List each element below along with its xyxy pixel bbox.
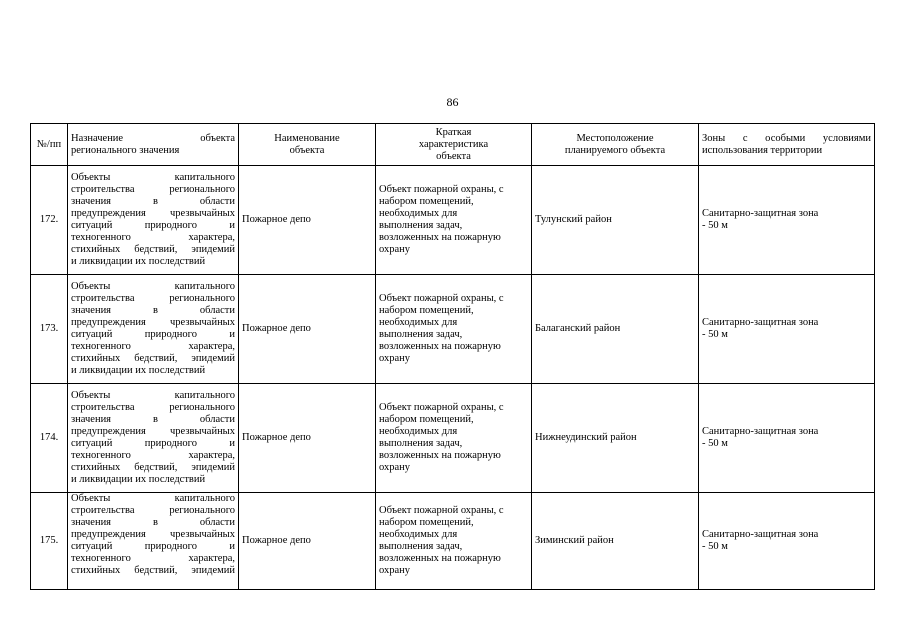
row-zone-line: Санитарно-защитная зона bbox=[702, 426, 819, 437]
row-purpose-line: предупреждения чрезвычайных bbox=[71, 529, 235, 540]
row-number: 174. bbox=[31, 384, 68, 493]
row-purpose-line: значения в области bbox=[71, 414, 235, 425]
row-zone-line: Санитарно-защитная зона bbox=[702, 529, 819, 540]
table-header-row bbox=[31, 124, 875, 166]
row-characteristic-line: возложенных на пожарную bbox=[379, 341, 501, 352]
row-zone bbox=[699, 493, 875, 590]
header-characteristic-line: характеристика bbox=[418, 138, 489, 150]
row-object-name: Пожарное депо bbox=[239, 166, 376, 275]
header-name-line: Наименование bbox=[274, 132, 340, 144]
row-characteristic-line: необходимых для bbox=[379, 317, 458, 328]
row-purpose-line: Объекты капитального bbox=[71, 172, 235, 183]
row-characteristic-line: охрану bbox=[379, 353, 411, 364]
header-name bbox=[239, 124, 376, 166]
header-purpose bbox=[68, 124, 239, 166]
row-zone-line: Санитарно-защитная зона bbox=[702, 208, 819, 219]
row-purpose-line: и ликвидации их последствий bbox=[71, 474, 206, 485]
row-zone bbox=[699, 384, 875, 493]
row-zone bbox=[699, 166, 875, 275]
row-purpose-line: и ликвидации их последствий bbox=[71, 256, 206, 267]
row-zone-line: - 50 м bbox=[702, 329, 728, 340]
row-purpose-line: предупреждения чрезвычайных bbox=[71, 426, 235, 437]
row-characteristic-line: набором помещений, bbox=[379, 414, 474, 425]
row-number: 173. bbox=[31, 275, 68, 384]
row-purpose-line: стихийных бедствий, эпидемий bbox=[71, 353, 235, 364]
row-purpose-line: значения в области bbox=[71, 305, 235, 316]
row-number: 172. bbox=[31, 166, 68, 275]
row-purpose bbox=[68, 493, 239, 590]
header-location-line: Местоположение bbox=[576, 132, 654, 144]
table-row bbox=[31, 275, 875, 384]
header-zones bbox=[699, 124, 875, 166]
row-characteristic bbox=[376, 384, 532, 493]
row-characteristic-line: набором помещений, bbox=[379, 196, 474, 207]
row-purpose-line: техногенного характера, bbox=[71, 341, 235, 352]
header-purpose-line: регионального значения bbox=[71, 144, 180, 156]
row-characteristic-line: необходимых для bbox=[379, 529, 458, 540]
row-characteristic bbox=[376, 166, 532, 275]
row-purpose-line: техногенного характера, bbox=[71, 232, 235, 243]
row-characteristic-line: необходимых для bbox=[379, 426, 458, 437]
header-zones-line: Зоны с особыми условиями bbox=[702, 132, 871, 144]
row-characteristic-line: выполнения задач, bbox=[379, 329, 463, 340]
row-location: Нижнеудинский район bbox=[532, 384, 699, 493]
row-characteristic-line: выполнения задач, bbox=[379, 438, 463, 449]
row-purpose-line: строительства регионального bbox=[71, 293, 235, 304]
row-purpose-line: стихийных бедствий, эпидемий bbox=[71, 244, 235, 255]
row-characteristic-line: возложенных на пожарную bbox=[379, 450, 501, 461]
row-zone-line: Санитарно-защитная зона bbox=[702, 317, 819, 328]
row-characteristic-line: охрану bbox=[379, 244, 411, 255]
row-zone bbox=[699, 275, 875, 384]
table-row bbox=[31, 384, 875, 493]
header-purpose-line: Назначение объекта bbox=[71, 132, 235, 144]
row-zone-line: - 50 м bbox=[702, 438, 728, 449]
row-object-name: Пожарное депо bbox=[239, 493, 376, 590]
row-purpose-line: предупреждения чрезвычайных bbox=[71, 208, 235, 219]
row-purpose-line: строительства регионального bbox=[71, 184, 235, 195]
header-characteristic-line: объекта bbox=[436, 150, 471, 162]
row-location: Зиминский район bbox=[532, 493, 699, 590]
header-zones-line: использования территории bbox=[702, 144, 823, 156]
row-location: Тулунский район bbox=[532, 166, 699, 275]
row-characteristic-line: охрану bbox=[379, 565, 411, 576]
row-characteristic-line: набором помещений, bbox=[379, 517, 474, 528]
row-characteristic-line: возложенных на пожарную bbox=[379, 553, 501, 564]
row-number: 175. bbox=[31, 493, 68, 590]
row-characteristic bbox=[376, 275, 532, 384]
row-characteristic-line: набором помещений, bbox=[379, 305, 474, 316]
row-purpose-line: стихийных бедствий, эпидемий bbox=[71, 462, 235, 473]
row-purpose-line: техногенного характера, bbox=[71, 450, 235, 461]
row-characteristic-line: возложенных на пожарную bbox=[379, 232, 501, 243]
row-object-name: Пожарное депо bbox=[239, 384, 376, 493]
page-number: 86 bbox=[446, 95, 459, 109]
row-purpose-line: ситуаций природного и bbox=[71, 438, 235, 449]
row-object-name: Пожарное депо bbox=[239, 275, 376, 384]
row-characteristic-line: Объект пожарной охраны, с bbox=[379, 402, 504, 413]
row-zone-line: - 50 м bbox=[702, 220, 728, 231]
row-purpose-line: техногенного характера, bbox=[71, 553, 235, 564]
header-characteristic-line: Краткая bbox=[435, 126, 472, 138]
row-purpose bbox=[68, 275, 239, 384]
row-purpose-line: Объекты капитального bbox=[71, 390, 235, 401]
header-location bbox=[532, 124, 699, 166]
row-purpose-line: Объекты капитального bbox=[71, 281, 235, 292]
row-purpose-line: значения в области bbox=[71, 517, 235, 528]
row-characteristic-line: выполнения задач, bbox=[379, 541, 463, 552]
header-number: №/пп bbox=[31, 124, 68, 166]
row-characteristic bbox=[376, 493, 532, 590]
objects-table bbox=[30, 123, 875, 590]
row-purpose-line: Объекты капитального bbox=[71, 493, 235, 504]
row-characteristic-line: Объект пожарной охраны, с bbox=[379, 293, 504, 304]
table-body bbox=[31, 166, 875, 590]
table-row bbox=[31, 493, 875, 590]
row-purpose-line: стихийных бедствий, эпидемий bbox=[71, 565, 235, 576]
row-purpose-line: строительства регионального bbox=[71, 402, 235, 413]
row-purpose-line: ситуаций природного и bbox=[71, 541, 235, 552]
header-location-line: планируемого объекта bbox=[564, 144, 666, 156]
row-purpose-line: ситуаций природного и bbox=[71, 329, 235, 340]
row-purpose-line: значения в области bbox=[71, 196, 235, 207]
row-purpose-line: предупреждения чрезвычайных bbox=[71, 317, 235, 328]
row-purpose-line: и ликвидации их последствий bbox=[71, 365, 206, 376]
header-characteristic bbox=[376, 124, 532, 166]
row-purpose-line: ситуаций природного и bbox=[71, 220, 235, 231]
table-row bbox=[31, 166, 875, 275]
row-characteristic-line: Объект пожарной охраны, с bbox=[379, 184, 504, 195]
row-purpose bbox=[68, 166, 239, 275]
row-purpose bbox=[68, 384, 239, 493]
row-characteristic-line: Объект пожарной охраны, с bbox=[379, 505, 504, 516]
row-characteristic-line: выполнения задач, bbox=[379, 220, 463, 231]
row-purpose-line: строительства регионального bbox=[71, 505, 235, 516]
header-name-line: объекта bbox=[289, 144, 325, 156]
row-characteristic-line: охрану bbox=[379, 462, 411, 473]
row-characteristic-line: необходимых для bbox=[379, 208, 458, 219]
row-location: Балаганский район bbox=[532, 275, 699, 384]
row-zone-line: - 50 м bbox=[702, 541, 728, 552]
